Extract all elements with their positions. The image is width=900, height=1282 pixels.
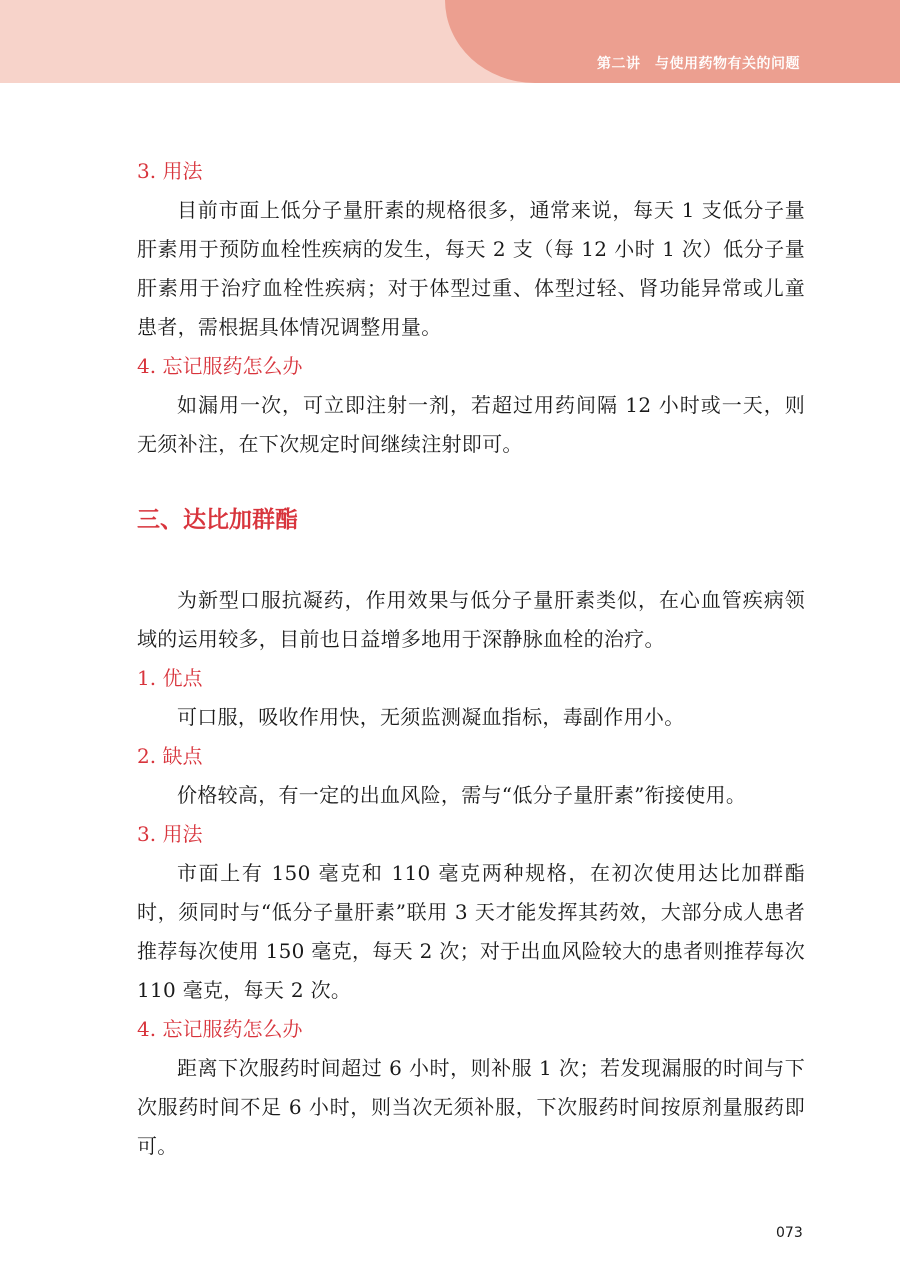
missed-dose-heading-lmwh: 4. 忘记服药怎么办 [137, 354, 303, 378]
pros-heading: 1. 优点 [137, 666, 203, 690]
intro-paragraph-dabigatran: 为新型口服抗凝药，作用效果与低分子量肝素类似，在心血管疾病领域的运用较多，目前也日益增多地用于深静脉血栓的治疗。 [137, 588, 805, 651]
missed-dose-heading-dabigatran: 4. 忘记服药怎么办 [137, 1017, 303, 1041]
pros-paragraph: 可口服，吸收作用快，无须监测凝血指标，毒副作用小。 [177, 705, 685, 729]
section-title-dabigatran: 三、达比加群酯 [137, 507, 298, 533]
cons-heading: 2. 缺点 [137, 744, 203, 768]
chapter-title: 第二讲 与使用药物有关的问题 [597, 56, 800, 72]
missed-dose-paragraph-dabigatran: 距离下次服药时间超过 6 小时，则补服 1 次；若发现漏服的时间与下次服药时间不足 6 小时，则当次无须补服，下次服药时间按原剂量服药即可。 [137, 1056, 805, 1158]
cons-paragraph: 价格较高，有一定的出血风险，需与“低分子量肝素”衔接使用。 [177, 783, 747, 807]
page-content [137, 152, 805, 1166]
usage-paragraph-lmwh: 目前市面上低分子量肝素的规格很多，通常来说，每天 1 支低分子量肝素用于预防血栓性疾病的发生，每天 2 支（每 12 小时 1 次）低分子量肝素用于治疗血栓性疾病；对于体型过重、体型过轻、肾功能异常或儿童患者，需根据具体情况调整用量。 [137, 198, 805, 339]
usage-heading-lmwh: 3. 用法 [137, 159, 203, 183]
missed-dose-paragraph-lmwh: 如漏用一次，可立即注射一剂，若超过用药间隔 12 小时或一天，则无须补注，在下次规定时间继续注射即可。 [137, 393, 805, 456]
usage-paragraph-dabigatran: 市面上有 150 毫克和 110 毫克两种规格，在初次使用达比加群酯时，须同时与“低分子量肝素”联用 3 天才能发挥其药效，大部分成人患者推荐每次使用 150 毫克，每天 2 次；对于出血风险较大的患者则推荐每次 110 毫克，每天 2 次。 [137, 861, 805, 1002]
usage-heading-dabigatran: 3. 用法 [137, 822, 203, 846]
page-number: 073 [776, 1225, 803, 1241]
